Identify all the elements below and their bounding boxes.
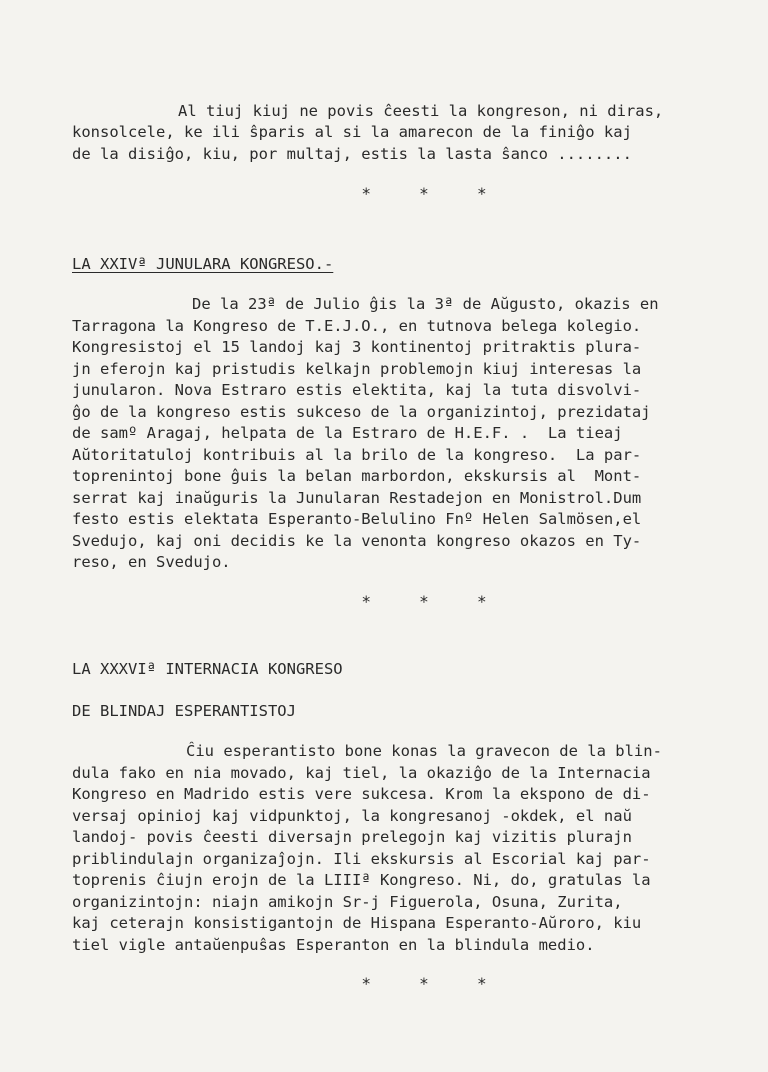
section-separator: * * * xyxy=(361,974,487,993)
paragraph-line: Aŭtoritatuloj kontribuis al la brilo de la kongreso. La par- xyxy=(72,446,642,464)
paragraph-line: priblindulajn organizaĵojn. Ili ekskursis al Escorial kaj par- xyxy=(72,850,651,868)
paragraph-line: toprenis ĉiujn erojn de la LIIIª Kongreso. Ni, do, gratulas la xyxy=(72,871,651,889)
paragraph-line: Ĉiu esperantisto bone konas la gravecon de la blin- xyxy=(186,742,662,760)
paragraph-line: Svedujo, kaj oni decidis ke la venonta kongreso okazos en Ty- xyxy=(72,532,642,550)
paragraph-line: de la disiĝo, kiu, por multaj, estis la lasta ŝanco ........ xyxy=(72,145,632,163)
paragraph-line: konsolcele, ke ili ŝparis al si la amarecon de la finiĝo kaj xyxy=(72,123,632,141)
section-separator: * * * xyxy=(361,184,487,203)
section-heading-junulara: LA XXIVª JUNULARA KONGRESO.- xyxy=(72,255,334,273)
paragraph-line: Al tiuj kiuj ne povis ĉeesti la kongreson, ni diras, xyxy=(178,102,664,120)
paragraph-line: jn eferojn kaj pristudis kelkajn problemojn kiuj interesas la xyxy=(72,360,642,378)
paragraph-line: Kongresistoj el 15 landoj kaj 3 kontinentoj pritraktis plura- xyxy=(72,338,642,356)
paragraph-line: Kongreso en Madrido estis vere sukcesa. Krom la ekspono de di- xyxy=(72,785,651,803)
section-heading-blindaj-line2: DE BLINDAJ ESPERANTISTOJ xyxy=(72,702,296,720)
paragraph-line: Tarragona la Kongreso de T.E.J.O., en tutnova belega kolegio. xyxy=(72,317,642,335)
paragraph-line: festo estis elektata Esperanto-Belulino Fnº Helen Salmösen,el xyxy=(72,510,642,528)
section-heading-blindaj-line1: LA XXXVIª INTERNACIA KONGRESO xyxy=(72,660,343,678)
paragraph-line: ĝo de la kongreso estis sukceso de la organizintoj, prezidataj xyxy=(72,403,651,421)
paragraph-line: toprenintoj bone ĝuis la belan marbordon, ekskursis al Mont- xyxy=(72,467,642,485)
paragraph-line: dula fako en nia movado, kaj tiel, la okaziĝo de la Internacia xyxy=(72,764,651,782)
paragraph-line: reso, en Svedujo. xyxy=(72,553,231,571)
paragraph-line: De la 23ª de Julio ĝis la 3ª de Aŭgusto, okazis en xyxy=(192,295,659,313)
paragraph-line: serrat kaj inaŭguris la Junularan Restadejon en Monistrol.Dum xyxy=(72,489,642,507)
paragraph-line: kaj ceterajn konsistigantojn de Hispana Esperanto-Aŭroro, kiu xyxy=(72,914,642,932)
paragraph-line: de samº Aragaj, helpata de la Estraro de H.E.F. . La tieaj xyxy=(72,424,623,442)
paragraph-line: organizintojn: niajn amikojn Sr-j Figuerola, Osuna, Zurita, xyxy=(72,893,623,911)
paragraph-line: landoj- povis ĉeesti diversajn prelegojn kaj vizitis plurajn xyxy=(72,828,632,846)
paragraph-line: versaj opinioj kaj vidpunktoj, la kongresanoj -okdek, el naŭ xyxy=(72,807,632,825)
paragraph-line: tiel vigle antaŭenpuŝas Esperanton en la blindula medio. xyxy=(72,936,595,954)
section-separator: * * * xyxy=(361,592,487,611)
paragraph-line: junularon. Nova Estraro estis elektita, kaj la tuta disvolvi- xyxy=(72,381,642,399)
